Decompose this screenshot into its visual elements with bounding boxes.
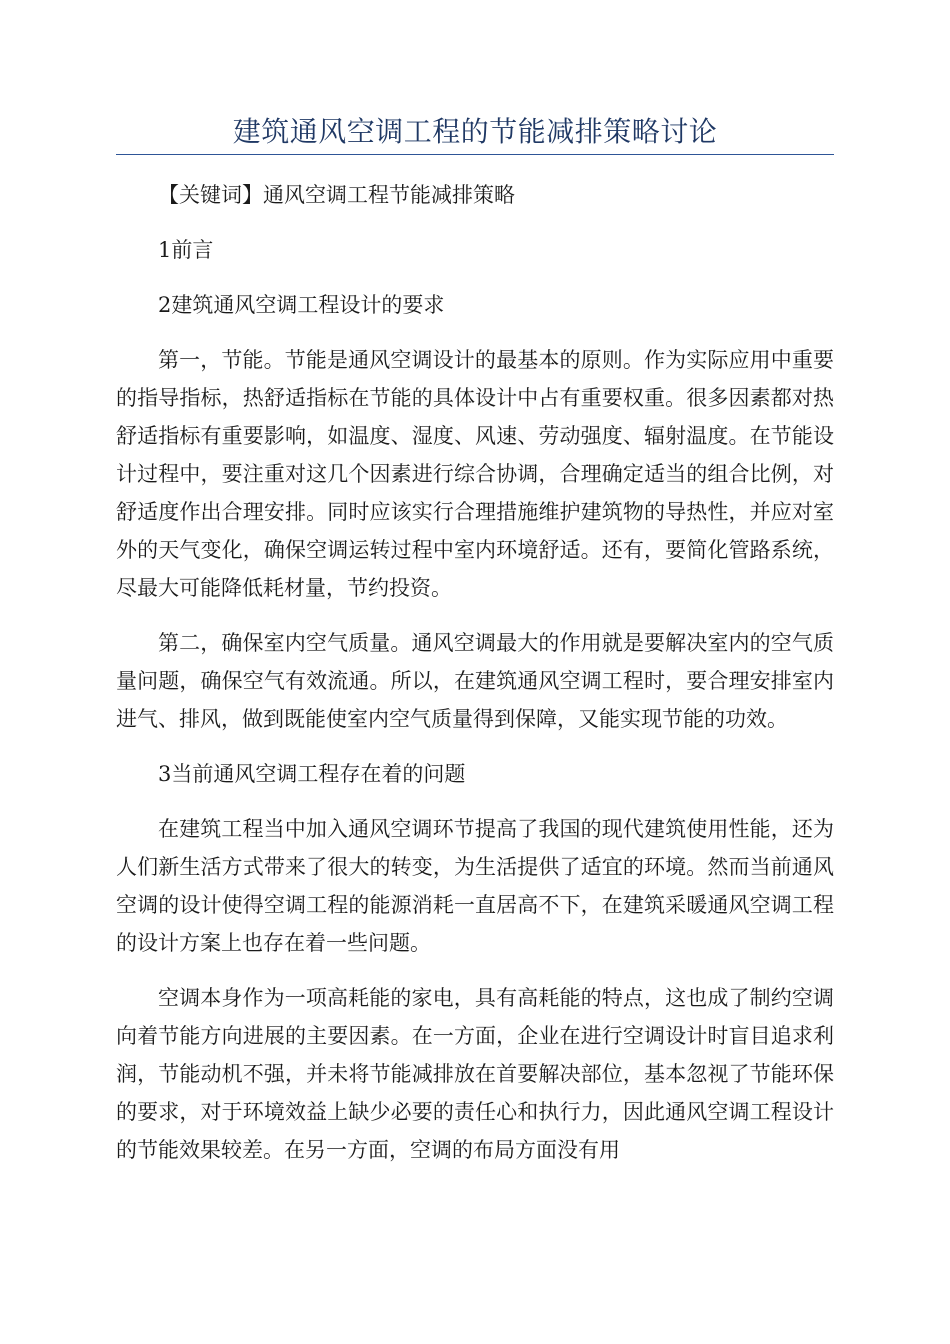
document-body (116, 176, 834, 1186)
section-2-paragraph-1: 第一，节能。节能是通风空调设计的最基本的原则。作为实际应用中重要的指导指标，热舒适指标在节能的具体设计中占有重要权重。很多因素都对热舒适指标有重要影响，如温度、湿度、风速、劳动强度、辐射温度。在节能设计过程中，要注重对这几个因素进行综合协调，合理确定适当的组合比例，对舒适度作出合理安排。同时应该实行合理措施维护建筑物的导热性，并应对室外的天气变化，确保空调运转过程中室内环境舒适。还有，要简化管路系统，尽最大可能降低耗材量，节约投资。 (116, 348, 834, 600)
keywords-line: 【关键词】通风空调工程节能减排策略 (158, 183, 515, 207)
section-3-paragraph-1: 在建筑工程当中加入通风空调环节提高了我国的现代建筑使用性能，还为人们新生活方式带来了很大的转变，为生活提供了适宜的环境。然而当前通风空调的设计使得空调工程的能源消耗一直居高不下，在建筑采暖通风空调工程的设计方案上也存在着一些问题。 (116, 817, 834, 955)
section-2-heading: 2建筑通风空调工程设计的要求 (158, 293, 445, 317)
section-2-paragraph-2: 第二，确保室内空气质量。通风空调最大的作用就是要解决室内的空气质量问题，确保空气有效流通。所以，在建筑通风空调工程时，要合理安排室内进气、排风，做到既能使室内空气质量得到保障，又能实现节能的功效。 (116, 631, 834, 731)
section-3-paragraph-2: 空调本身作为一项高耗能的家电，具有高耗能的特点，这也成了制约空调向着节能方向进展的主要因素。在一方面，企业在进行空调设计时盲目追求利润，节能动机不强，并未将节能减排放在首要解决部位，基本忽视了节能环保的要求，对于环境效益上缺少必要的责任心和执行力，因此通风空调工程设计的节能效果较差。在另一方面，空调的布局方面没有用 (116, 986, 834, 1162)
title-underline (116, 154, 834, 155)
section-3-heading: 3当前通风空调工程存在着的问题 (158, 762, 466, 786)
document-title: 建筑通风空调工程的节能减排策略讨论 (232, 115, 718, 148)
section-1-heading: 1前言 (158, 238, 214, 262)
